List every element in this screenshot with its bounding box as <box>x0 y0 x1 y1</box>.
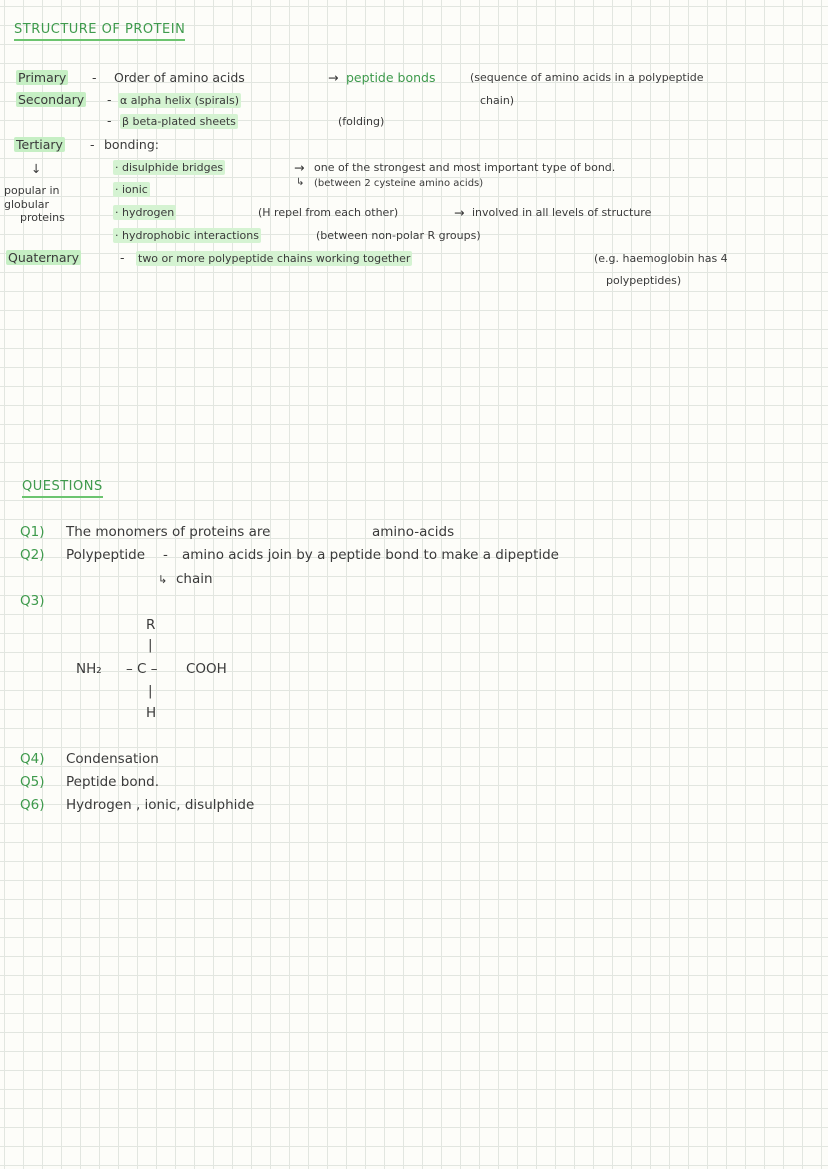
q4-label: Q4) <box>20 751 45 767</box>
hydrogen-note-2: involved in all levels of structure <box>472 206 652 219</box>
q3-bond-top: | <box>148 637 153 653</box>
q3-hydrogen: H <box>146 705 157 721</box>
secondary-dash: - <box>107 92 112 107</box>
tertiary-label: Tertiary <box>16 137 63 152</box>
bond-ionic: · ionic <box>115 183 148 196</box>
side-note-2: globular <box>4 198 50 211</box>
q5-label: Q5) <box>20 774 45 790</box>
q2-chain: chain <box>176 571 213 587</box>
disulphide-sub: (between 2 cysteine amino acids) <box>314 178 484 189</box>
q3-bond-bottom: | <box>148 683 153 699</box>
quaternary-label: Quaternary <box>8 250 80 265</box>
q2-text: Polypeptide <box>66 547 146 563</box>
q3-amine: NH₂ <box>76 661 102 677</box>
quaternary-dash: - <box>120 250 125 265</box>
quaternary-text: two or more polypeptide chains working together <box>138 252 411 265</box>
q3-carboxyl: COOH <box>186 661 227 677</box>
q6-label: Q6) <box>20 797 45 813</box>
secondary-alpha: α alpha helix (spirals) <box>120 94 239 107</box>
q4-answer: Condensation <box>66 751 159 767</box>
bond-hydrophobic: · hydrophobic interactions <box>115 229 259 242</box>
disulphide-note: one of the strongest and most important type of bond. <box>314 161 616 174</box>
secondary-label: Secondary <box>18 92 85 107</box>
q2-rest: amino acids join by a peptide bond to make a dipeptide <box>182 547 559 563</box>
quaternary-note-2: polypeptides) <box>606 274 682 287</box>
q3-label: Q3) <box>20 593 45 609</box>
secondary-beta-dash: - <box>107 113 112 128</box>
hydrophobic-note: (between non-polar R groups) <box>316 229 481 242</box>
q1-label: Q1) <box>20 524 45 540</box>
down-arrow-icon: ↓ <box>31 161 42 176</box>
primary-peptide: peptide bonds <box>346 70 436 85</box>
hydrogen-note: (H repel from each other) <box>258 206 399 219</box>
arrow-icon: → <box>328 70 339 85</box>
q2-dash: - <box>163 547 168 563</box>
q1-text: The monomers of proteins are <box>66 524 271 540</box>
q1-answer: amino-acids <box>372 524 455 540</box>
secondary-beta: β beta-plated sheets <box>122 115 236 128</box>
secondary-folding: (folding) <box>338 115 385 128</box>
bond-disulphide: · disulphide bridges <box>115 161 224 174</box>
tertiary-bonding: bonding: <box>104 137 159 152</box>
side-note-3: proteins <box>20 211 65 224</box>
side-note-1: popular in <box>4 184 60 197</box>
q3-r-group: R <box>146 617 156 633</box>
primary-label: Primary <box>18 70 67 85</box>
arrow-icon: → <box>454 205 465 220</box>
arrow-icon: → <box>294 160 305 175</box>
primary-note-2: chain) <box>480 94 515 107</box>
page-title: STRUCTURE OF PROTEIN <box>14 22 185 41</box>
primary-note: (sequence of amino acids in a polypeptide <box>470 71 704 84</box>
q2-label: Q2) <box>20 547 45 563</box>
q3-carbon: – C – <box>126 661 158 677</box>
quaternary-note: (e.g. haemoglobin has 4 <box>594 252 728 265</box>
sub-arrow-icon: ↳ <box>296 177 305 188</box>
bond-hydrogen: · hydrogen <box>115 206 175 219</box>
q5-answer: Peptide bond. <box>66 774 159 790</box>
q6-answer: Hydrogen , ionic, disulphide <box>66 797 255 813</box>
primary-dash: - <box>92 70 97 85</box>
questions-heading: QUESTIONS <box>22 479 103 498</box>
tertiary-dash: - <box>90 137 95 152</box>
q2-arrow-icon: ↳ <box>158 573 168 586</box>
primary-text: Order of amino acids <box>114 70 245 85</box>
